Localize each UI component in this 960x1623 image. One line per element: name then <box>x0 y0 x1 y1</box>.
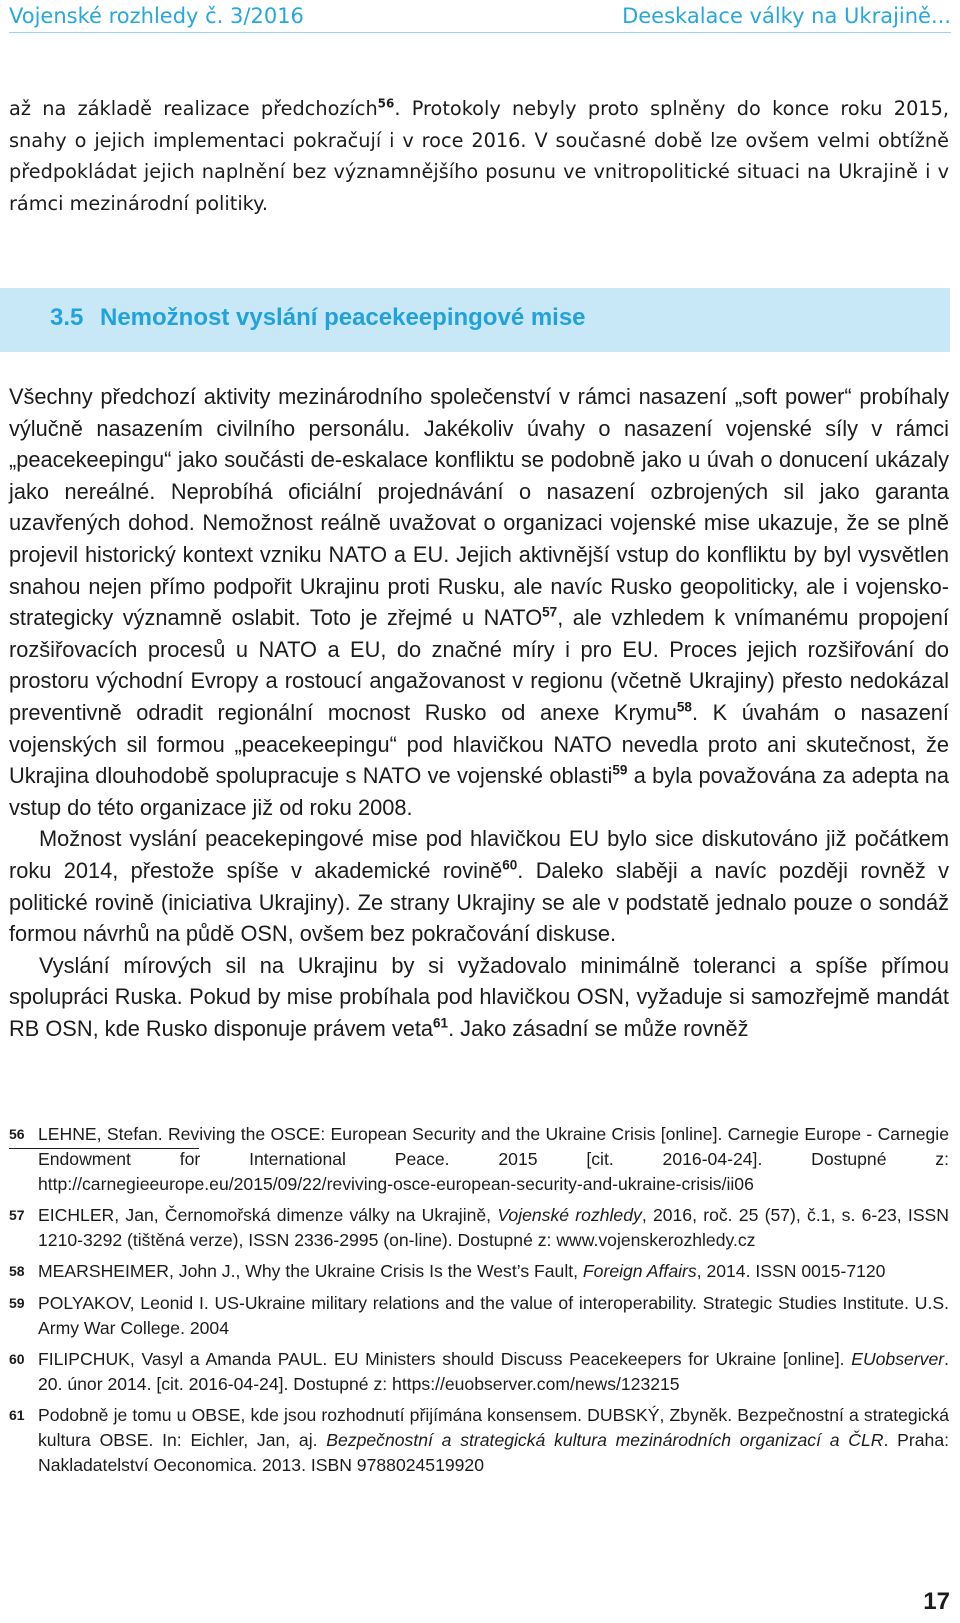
footnote-number: 59 <box>9 1295 25 1311</box>
footnote-number: 58 <box>9 1263 25 1279</box>
footnote-60 <box>9 1347 949 1397</box>
footnote-58 <box>9 1259 949 1284</box>
page-number: 17 <box>923 1588 950 1615</box>
body-text: . K úvahám o nasazení vojenských sil formou „peacekeepingu“ pod hlavičkou NATO nevedla proto ani skutečnost, že Ukrajina dlouhodobě spolupracuje s NATO ve vojenské oblasti <box>9 699 949 789</box>
footnote-journal-title: Foreign Affairs <box>582 1261 697 1281</box>
footnote-number: 61 <box>9 1407 25 1423</box>
article-short-title: Deeskalace války na Ukrajině... <box>622 4 951 28</box>
body-text: Všechny předchozí aktivity mezinárodního společenství v rámci nasazení „soft power“ probíhaly výlučně nasazením civilního personálu. Jakékoliv úvahy o nasazení vojenské síly v rámci „peacekeepingu“ jako součásti de-eskalace konfliktu se podobně jako u úvah o donucení ukázaly jako nereálné. Neprobíhá oficiální projednávání o nasazení ozbrojených sil jako garanta uzavřených dohod. Nemožnost reálně uvažovat o organizaci vojenské mise ukazuje, že se plně projevil historický kontext vzniku NATO a EU. Jejich aktivnější vstup do konfliktu by byl vysvětlen snahou nejen přímo podpořit Ukrajinu proti Rusku, ale navíc Rusko geopoliticky, ale i vojensko-strategicky významně oslabit. Toto je zřejmé u NATO <box>9 384 949 631</box>
footnote-ref-56[interactable]: 56 <box>377 96 395 111</box>
footnote-book-title: Bezpečnostní a strategická kultura mezinárodních organizací a ČLR <box>326 1430 884 1450</box>
footnote-ref-58[interactable]: 58 <box>676 699 692 715</box>
footnote-text <box>38 1203 949 1253</box>
footnote-journal-title: Vojenské rozhledy <box>497 1205 642 1225</box>
body-text: Možnost vyslání peacekepingové mise pod hlavičkou EU bylo sice diskutováno již počátkem roku 2014, přestože spíše v akademické rovině <box>9 826 949 883</box>
footnote-text-part: FILIPCHUK, Vasyl a Amanda PAUL. EU Ministers should Discuss Peacekeepers for Ukraine [online]. <box>38 1349 852 1369</box>
section-heading <box>0 288 950 352</box>
body-text: a byla považována za adepta na vstup do této organizace již od roku 2008. <box>9 763 949 820</box>
footnote-text-part: , 2014. ISSN 0015-7120 <box>696 1261 886 1281</box>
body-paragraph <box>9 950 949 1045</box>
footnote-ref-61[interactable]: 61 <box>433 1015 449 1031</box>
footnote-56 <box>9 1122 949 1197</box>
intro-text: . Protokoly nebyly proto splněny do konce roku 2015, snahy o jejich implementaci pokračují i v roce 2016. V současné době lze ovšem velmi obtížně předpokládat jejich naplnění bez významnějšího posunu ve vnitropolitické situaci na Ukrajině i v rámci mezinárodní politiky. <box>9 97 949 215</box>
footnote-59 <box>9 1291 949 1341</box>
body-text: . Jako zásadní se může rovněž <box>448 1015 749 1041</box>
footnote-text-part: EICHLER, Jan, Černomořská dimenze války na Ukrajině, <box>38 1205 498 1225</box>
section-body <box>9 381 949 1044</box>
footnote-ref-60[interactable]: 60 <box>502 857 518 873</box>
running-header <box>9 0 951 33</box>
footnote-61 <box>9 1403 949 1478</box>
footnote-ref-59[interactable]: 59 <box>612 762 628 778</box>
journal-issue-title: Vojenské rozhledy č. 3/2016 <box>9 4 304 28</box>
footnote-text: LEHNE, Stefan. Reviving the OSCE: European Security and the Ukraine Crisis [online]. Carnegie Europe - Carnegie Endowment for International Peace. 2015 [cit. 2016-04-24]. Dostupné z: http://carnegieeurope.eu/2015/09/22/reviving-osce-european-security-and-ukraine-crisis/ii06 <box>38 1124 949 1194</box>
footnote-number: 56 <box>9 1126 25 1142</box>
footnote-text-part: , 2016, roč. 25 (57), č.1, s. 6-23, ISSN 1210-3292 (tištěná verze), ISSN 2336-2995 (on-line). Dostupné z: www.vojenskerozhledy.cz <box>38 1205 949 1250</box>
footnote-text-part: . 20. únor 2014. [cit. 2016-04-24]. Dostupné z: https://euobserver.com/news/123215 <box>38 1349 949 1394</box>
footnote-number: 57 <box>9 1207 25 1223</box>
body-text: Vyslání mírových sil na Ukrajinu by si vyžadovalo minimálně toleranci a spíše přímou spolupráci Ruska. Pokud by mise probíhala pod hlavičkou OSN, vyžaduje si samozřejmě mandát RB OSN, kde Rusko disponuje právem veta <box>9 952 949 1041</box>
footnote-text: POLYAKOV, Leonid I. US-Ukraine military relations and the value of interoperability. Strategic Studies Institute. U.S. Army War College. 2004 <box>38 1293 949 1338</box>
footnote-ref-57[interactable]: 57 <box>542 604 558 620</box>
footnote-57 <box>9 1203 949 1253</box>
section-title: Nemožnost vyslání peacekeepingové mise <box>100 304 586 331</box>
body-text: . Daleko slaběji a navíc později rovněž v politické rovině (iniciativa Ukrajiny). Ze strany Ukrajiny se ale v podstatě jednalo pouze o sondáž formou návrhů na půdě OSN, ovšem bez pokračování diskuse. <box>9 857 949 947</box>
body-text: , ale vzhledem k vnímanému propojení rozšiřovacích procesů u NATO a EU, do značné míry i pro EU. Proces jejich rozšiřování do prostoru východní Evropy a rostoucí angažovanost v regionu (včetně Ukrajiny) přesto nedokázal preventivně odradit regionální mocnost Rusko od anexe Krymu <box>9 605 949 725</box>
footnote-text <box>38 1259 949 1284</box>
body-paragraph <box>9 823 949 949</box>
footnote-text-part: . Praha: Nakladatelství Oeconomica. 2013. ISBN 9788024519920 <box>38 1430 949 1475</box>
body-paragraph <box>9 381 949 823</box>
footnote-text <box>38 1347 949 1397</box>
footnote-journal-title: EUobserver <box>851 1349 945 1369</box>
footnote-text-part: MEARSHEIMER, John J., Why the Ukraine Crisis Is the West’s Fault, <box>38 1261 583 1281</box>
intro-paragraph <box>9 93 949 219</box>
section-number: 3.5 <box>50 304 84 331</box>
footnote-text-part: Podobně je tomu u OBSE, kde jsou rozhodnutí přijímána konsensem. DUBSKÝ, Zbyněk. Bezpečnostní a strategická kultura OBSE. In: Eichler, Jan, aj. <box>38 1405 949 1450</box>
footnote-number: 60 <box>9 1351 25 1367</box>
footnote-text <box>38 1403 949 1478</box>
intro-text: až na základě realizace předchozích <box>9 97 378 120</box>
